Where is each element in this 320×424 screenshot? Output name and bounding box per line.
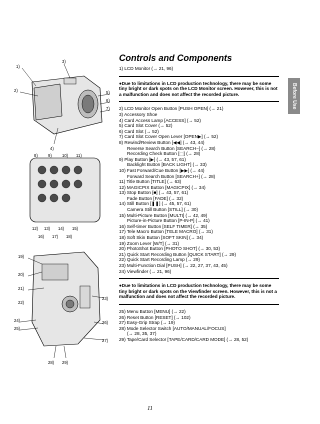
list-item: (→ 28, 35, 37) bbox=[127, 331, 157, 337]
page-title: Controls and Components bbox=[119, 53, 232, 63]
callout-27: 27) bbox=[102, 338, 109, 343]
callout-2: 2) bbox=[14, 88, 18, 93]
callout-19: 19) bbox=[18, 254, 25, 259]
list-item: 29) Tape/Card Selector [TAPE/CARD/CARD MODE] (→ 28, 52) bbox=[119, 336, 249, 342]
list-item: 16) Self-timer Button [SELF TIMER] (→ 35) bbox=[119, 223, 208, 229]
callout-5: 5) bbox=[106, 90, 110, 95]
section-tab: Before Use bbox=[288, 78, 300, 114]
camcorder-figure bbox=[14, 58, 114, 368]
list-item: 11) Title Button [TITLE] (→ 63) bbox=[119, 179, 182, 185]
camcorder-side-illustration bbox=[20, 252, 104, 358]
callout-3: 3) bbox=[62, 59, 66, 64]
callout-28: 28) bbox=[48, 360, 55, 365]
lcd-note: ●Due to limitations in LCD production technology, there may be some tiny bright or dark spots on the LCD Monitor screen. However, this is not a malfunction and does not affect the recorded picture. bbox=[119, 80, 278, 97]
list-item: 21) Quick Start Recording Button [QUICK START] (→ 29) bbox=[119, 251, 237, 257]
callout-15: 15) bbox=[72, 226, 79, 231]
list-item: Reverse Search Button [SEARCH−] (→ 28) bbox=[127, 145, 216, 151]
list-item: 18) Soft Skin Button [SOFT SKIN] (→ 34) bbox=[119, 235, 204, 241]
list-item: 10) Fast Forward/Cue Button [▶▶] (→ 44) bbox=[119, 167, 205, 173]
page-number: 11 bbox=[147, 406, 153, 412]
callout-18: 18) bbox=[66, 234, 73, 239]
callout-1: 1) bbox=[16, 64, 20, 69]
callout-8: 8) bbox=[34, 153, 38, 158]
callout-7: 7) bbox=[106, 106, 110, 111]
list-item: 22) Quick Start Recording Lamp (→ 29) bbox=[119, 257, 200, 263]
callout-12: 12) bbox=[32, 226, 39, 231]
callout-11: 11) bbox=[76, 153, 82, 158]
list-item: Fade Button [FADE] (→ 32) bbox=[127, 195, 184, 201]
list-item: 19) Zoom Lever [W/T] (→ 31) bbox=[119, 240, 179, 246]
list-item: 4) Card Access Lamp [ACCESS] (→ 52) bbox=[119, 117, 201, 123]
list-item: 5) Card Slot Cover (→ 52) bbox=[119, 123, 173, 129]
item-1: 1) LCD Monitor (→ 21, 96) bbox=[119, 66, 174, 71]
callout-29: 29) bbox=[62, 360, 69, 365]
viewfinder-note: ●Due to limitations in LCD production technology, there may be some tiny bright or dark spots on the Viewfinder screen. However, this is not a malfunction and does not affect the recorded picture. bbox=[119, 283, 277, 300]
list-item: 28) Mode Selector Switch [AUTO/MANUAL/FOCUS] bbox=[119, 325, 226, 331]
list-item: 26) Reset Button [RESET] (→ 102) bbox=[119, 314, 191, 320]
list-item: 23) Multi-Function Dial [PUSH] (→ 22, 27, 37, 43, 45) bbox=[119, 263, 228, 268]
callout-4: 4) bbox=[50, 146, 54, 151]
list-item: Backlight Button [BACK LIGHT] (→ 33) bbox=[127, 162, 207, 168]
list-item: Forward Search Button [SEARCH+] (→ 28) bbox=[127, 173, 216, 179]
callout-13: 13) bbox=[44, 226, 51, 231]
text-column bbox=[119, 53, 279, 343]
divider bbox=[119, 304, 279, 305]
components-list-continued bbox=[119, 309, 279, 343]
divider bbox=[119, 278, 279, 279]
list-item: 25) Menu Button [MENU] (→ 22) bbox=[119, 308, 186, 314]
callout-14: 14) bbox=[58, 226, 65, 231]
callout-17: 17) bbox=[52, 234, 59, 239]
list-item: 6) Card Slot (→ 52) bbox=[119, 128, 159, 134]
list-item: 3) Accessory Shoe bbox=[119, 111, 158, 117]
callout-23: 23) bbox=[102, 296, 109, 301]
list-item: 2) LCD Monitor Open Button [PUSH OPEN] (→ 21) bbox=[119, 106, 224, 112]
list-item: 9) Play Button [▶] (→ 43, 57, 61) bbox=[119, 156, 186, 162]
list-item: 27) Easy-Grip Strap (→ 19) bbox=[119, 320, 175, 326]
list-item: Camera Still Button [STILL] (→ 30) bbox=[127, 207, 198, 213]
callout-25: 25) bbox=[14, 326, 21, 331]
list-item: 15) Multi-Picture Button [MULTI] (→ 42, 49) bbox=[119, 212, 208, 218]
list-item: 17) Tele Macro Button [TELE MACRO] (→ 31) bbox=[119, 229, 213, 235]
list-item: 14) Still Button [❚❚] (→ 45, 57, 61) bbox=[119, 201, 192, 207]
list-item: 20) PhotoShot Button [PHOTO SHOT] (→ 30, 53) bbox=[119, 246, 221, 252]
button-panel-illustration bbox=[30, 158, 100, 222]
components-list bbox=[119, 106, 279, 274]
callout-16: 16) bbox=[38, 234, 45, 239]
callout-26: 26) bbox=[102, 320, 109, 325]
list-item: 12) MAGICPIX Button [MAGICPIX] (→ 34) bbox=[119, 184, 206, 190]
list-item: 8) Rewind/Review Button [◀◀] (→ 43, 44) bbox=[119, 139, 205, 145]
callout-21: 21) bbox=[18, 286, 25, 291]
callout-6: 6) bbox=[106, 98, 110, 103]
list-item: 7) Card Slot Cover Open Lever [OPEN▶] (→ 52) bbox=[119, 134, 219, 140]
list-item: 13) Stop Button [■] (→ 43, 57, 61) bbox=[119, 190, 189, 196]
callout-22: 22) bbox=[18, 300, 25, 305]
callout-20: 20) bbox=[18, 272, 25, 277]
callout-24: 24) bbox=[14, 318, 21, 323]
list-item: Picture-in-Picture Button [P-IN-P] (→ 41) bbox=[127, 218, 210, 224]
callout-10: 10) bbox=[62, 153, 69, 158]
divider bbox=[119, 101, 279, 102]
callout-9: 9) bbox=[48, 153, 52, 158]
list-item: 24) Viewfinder (→ 21, 96) bbox=[119, 268, 172, 274]
list-item: Recording Check Button [⬚] (→ 28) bbox=[127, 151, 201, 157]
camcorder-top-illustration bbox=[20, 64, 110, 144]
divider bbox=[119, 76, 279, 77]
